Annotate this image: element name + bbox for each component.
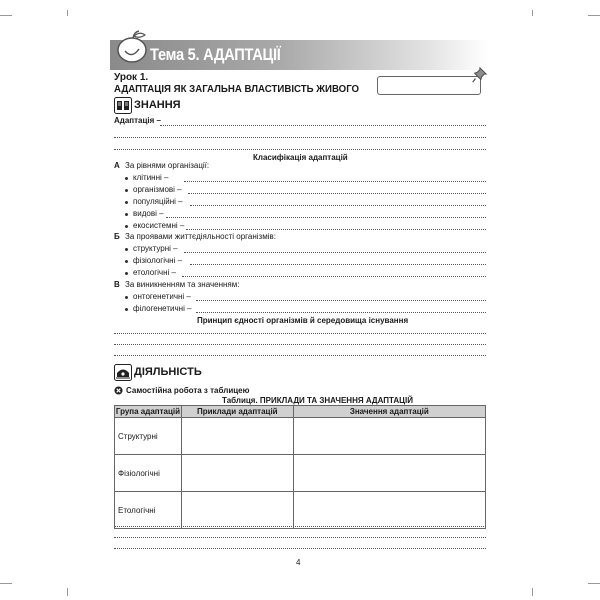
answer-line[interactable] [188, 193, 486, 194]
crop-mark-bottom-left [0, 583, 12, 584]
crop-mark-bottom-right [588, 583, 600, 584]
crop-mark-left-h [0, 15, 12, 16]
bullet [125, 248, 128, 251]
topic-title: Тема 5. АДАПТАЦІЇ [150, 45, 281, 64]
list-item: екосистемні – [133, 221, 185, 230]
answer-line[interactable] [114, 333, 486, 334]
crop-mark-top-left [67, 10, 68, 16]
adaptations-table [114, 405, 486, 529]
column-header: Значення адаптацій [293, 406, 485, 418]
answer-line[interactable] [182, 276, 486, 277]
answer-line[interactable] [196, 312, 486, 313]
answer-line[interactable] [114, 149, 486, 150]
table-cell[interactable] [293, 492, 485, 529]
column-header: Група адаптацій [115, 407, 181, 416]
classification-title: Класифікація адаптацій [253, 153, 348, 162]
table-row [115, 418, 486, 455]
lesson-number: Урок 1. [114, 72, 149, 83]
group-letter: Б [114, 232, 120, 241]
activity-icon [114, 364, 132, 381]
list-item: етологічні – [133, 268, 176, 277]
section-heading-activity: ДІЯЛЬНІСТЬ [134, 366, 202, 378]
group-title: За проявами життєдіяльності організмів: [125, 232, 276, 241]
bullet [125, 201, 128, 204]
group-letter: В [114, 280, 120, 289]
pushpin-icon [470, 66, 488, 84]
table-cell[interactable] [181, 418, 293, 455]
group-title: За рівнями організації: [125, 161, 210, 170]
task-gear-icon [114, 386, 123, 395]
answer-line[interactable] [190, 264, 486, 265]
table-cell[interactable] [293, 455, 485, 492]
bullet [125, 308, 128, 311]
table-cell[interactable] [293, 418, 485, 455]
table-row [115, 492, 486, 529]
crop-mark-bottom-right-v [532, 588, 533, 596]
answer-line[interactable] [114, 355, 486, 356]
row-label: Фізіологічні [115, 455, 182, 492]
bullet [125, 260, 128, 263]
list-item: фізіологічні – [133, 256, 183, 265]
table-cell[interactable] [181, 492, 293, 529]
table-header-row [115, 406, 486, 418]
bullet [125, 296, 128, 299]
definition-label: Адаптація – [114, 116, 161, 125]
list-item: онтогенетичні – [133, 292, 191, 301]
answer-line[interactable] [184, 181, 486, 182]
list-item: організмові – [133, 185, 182, 194]
bullet [125, 189, 128, 192]
list-item: популяційні – [133, 197, 183, 206]
table-row [115, 455, 486, 492]
lesson-title: АДАПТАЦІЯ ЯК ЗАГАЛЬНА ВЛАСТИВІСТЬ ЖИВОГО [114, 83, 360, 95]
bullet [125, 272, 128, 275]
answer-line[interactable] [114, 537, 486, 538]
task-label: Самостійна робота з таблицею [126, 386, 250, 395]
row-label: Структурні [115, 418, 182, 455]
list-item: клітинні – [133, 173, 169, 182]
column-header: Приклади адаптацій [181, 406, 293, 418]
book-icon [114, 97, 132, 114]
answer-line[interactable] [186, 229, 486, 230]
table-title: Таблиця. ПРИКЛАДИ ТА ЗНАЧЕННЯ АДАПТАЦІЙ [222, 396, 413, 405]
list-item: структурні – [133, 244, 178, 253]
table-cell[interactable] [181, 455, 293, 492]
answer-line[interactable] [160, 125, 486, 126]
section-heading-knowledge: ЗНАННЯ [134, 99, 181, 111]
answer-line[interactable] [184, 252, 486, 253]
answer-line[interactable] [114, 137, 486, 138]
answer-line[interactable] [114, 548, 486, 549]
answer-line[interactable] [114, 526, 486, 527]
apple-logo-icon [113, 27, 153, 67]
page-number: 4 [296, 558, 301, 567]
crop-mark-top-right [532, 10, 533, 16]
answer-line[interactable] [196, 300, 486, 301]
group-letter: А [114, 161, 120, 170]
answer-line[interactable] [114, 344, 486, 345]
bullet [125, 177, 128, 180]
crop-mark-bottom-left-v [67, 588, 68, 596]
group-title: За виникненням та значенням: [125, 280, 240, 289]
bullet [125, 225, 128, 228]
answer-line[interactable] [190, 205, 486, 206]
crop-mark-right-h [588, 15, 600, 16]
list-item: філогенетичні – [133, 304, 192, 313]
answer-line[interactable] [166, 217, 486, 218]
note-box [377, 76, 481, 95]
bullet [125, 213, 128, 216]
principle-title: Принцип єдності організмів й середовища існування [197, 316, 409, 325]
row-label: Етологічні [115, 492, 182, 529]
list-item: видові – [133, 209, 164, 218]
